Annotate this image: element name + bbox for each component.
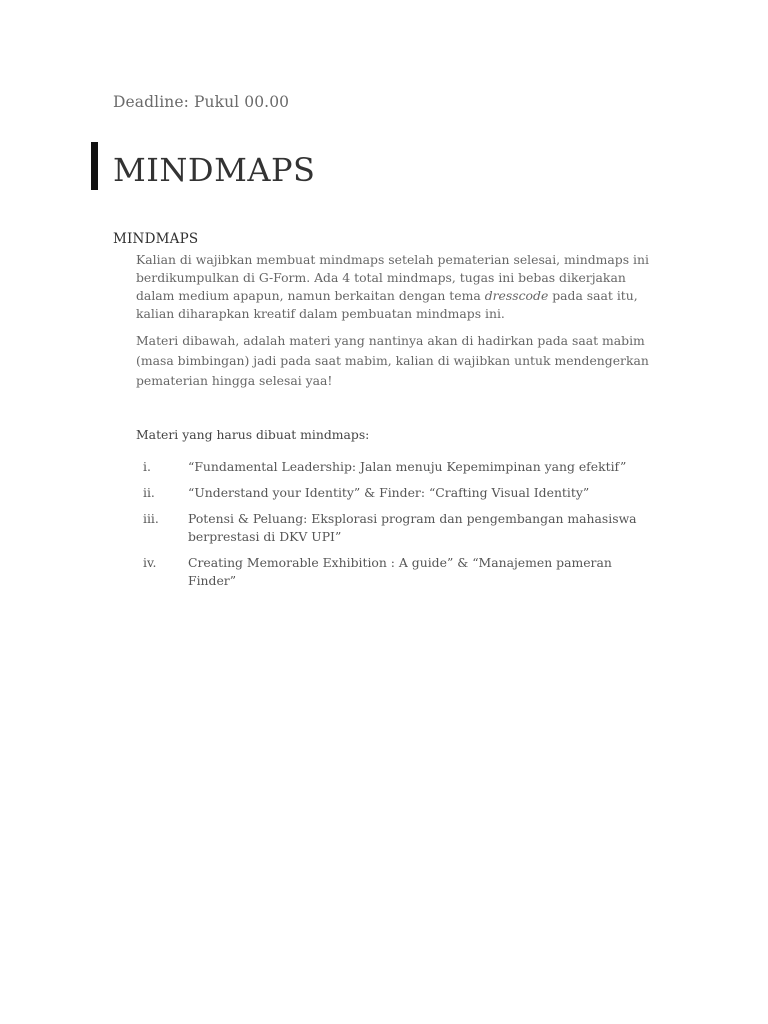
- list-item: [136, 484, 656, 502]
- deadline-text: Deadline: Pukul 00.00: [113, 93, 290, 111]
- page-title: MINDMAPS: [113, 151, 316, 189]
- intro-text-italic: dresscode: [484, 288, 549, 303]
- list-item-text: “Understand your Identity” & Finder: “Crafting Visual Identity”: [188, 485, 590, 500]
- section-heading: MINDMAPS: [113, 231, 199, 247]
- list-item-number: iii.: [143, 511, 159, 526]
- list-item-text: “Fundamental Leadership: Jalan menuju Kepemimpinan yang efektif”: [188, 459, 627, 474]
- list-item-number: iv.: [143, 555, 157, 570]
- intro-text-part1: Kalian di wajibkan membuat mindmaps setelah pematerian selesai, mindmaps ini berdikumpulkan di G-Form. Ada 4 total mindmaps, tugas ini bebas dikerjakan dalam medium apapun, namun berkaitan dengan tema: [136, 252, 649, 303]
- list-item: [136, 458, 656, 476]
- list-item-number: i.: [143, 459, 151, 474]
- title-accent-bar: [91, 142, 98, 190]
- materi-paragraph: Materi dibawah, adalah materi yang nantinya akan di hadirkan pada saat mabim (masa bimbingan) jadi pada saat mabim, kalian di wajibkan untuk mendengerkan pematerian hingga selesai yaa!: [136, 333, 649, 388]
- list-item: [136, 510, 656, 546]
- materi-list: [136, 458, 656, 598]
- intro-text-part2: pada saat itu, kalian diharapkan kreatif dalam pembuatan mindmaps ini.: [136, 288, 638, 321]
- list-item: [136, 554, 656, 590]
- list-item-text: Potensi & Peluang: Eksplorasi program dan pengembangan mahasiswa berprestasi di DKV UPI”: [188, 511, 637, 544]
- intro-paragraph: [136, 251, 656, 323]
- list-item-number: ii.: [143, 485, 155, 500]
- materi-list-heading: Materi yang harus dibuat mindmaps:: [136, 427, 370, 442]
- list-item-text: Creating Memorable Exhibition : A guide” & “Manajemen pameran Finder”: [188, 555, 612, 588]
